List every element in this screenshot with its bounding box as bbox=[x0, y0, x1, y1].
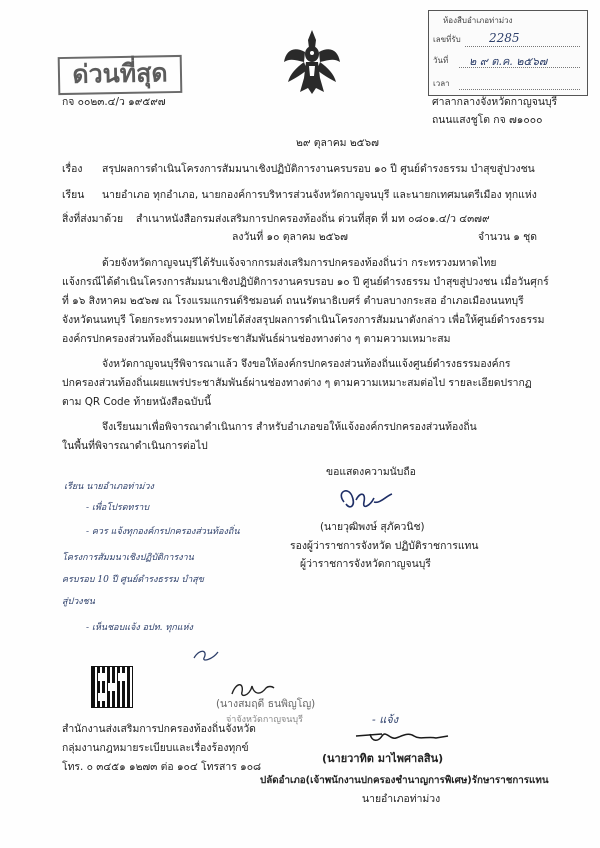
urgency-stamp: ด่วนที่สุด bbox=[58, 55, 183, 95]
district-officer-position-1: ปลัดอำเภอ(เจ้าพนักงานปกครองชำนาญการพิเศษ)รักษาราชการแทน bbox=[260, 775, 549, 786]
district-officer-position-2: นายอำเภอท่าม่วง bbox=[362, 793, 441, 805]
paragraph-line: จังหวัดกาญจนบุรีพิจารณาแล้ว จึงขอให้องค์กรปกครองส่วนท้องถิ่นแจ้งศูนย์ดำรงธรรมองค์กร bbox=[102, 358, 511, 370]
paragraph-line: ด้วยจังหวัดกาญจนบุรีได้รับแจ้งจากกรมส่งเสริมการปกครองท้องถิ่นว่า กระทรวงมหาดไทย bbox=[102, 257, 497, 269]
handnote-line: - เห็นชอบแจ้ง อปท. ทุกแห่ง bbox=[86, 623, 193, 633]
receipt-office: ห้องสืบอำเภอท่าม่วง bbox=[443, 16, 513, 25]
paragraph-line: ที่ ๑๖ สิงหาคม ๒๕๖๗ ณ โรงแรมแกรนด์ริชมอนด์ ถนนรัตนาธิเบศร์ ตำบลบางกระสอ อำเภอเมืองนนทบุรี bbox=[62, 295, 524, 307]
document-number: กจ ๐๐๒๓.๔/ว ๑๙๕๙๗ bbox=[62, 96, 166, 108]
footer-office: สำนักงานส่งเสริมการปกครองท้องถิ่นจังหวัด bbox=[62, 723, 256, 735]
garuda-emblem-icon bbox=[282, 28, 342, 96]
signer-position-1: รองผู้ว่าราชการจังหวัด ปฏิบัติราชการแทน bbox=[290, 540, 479, 552]
footer-group: กลุ่มงานกฎหมายระเบียบและเรื่องร้องทุกข์ bbox=[62, 742, 249, 754]
subject-text: สรุปผลการดำเนินโครงการสัมมนาเชิงปฏิบัติการงานครบรอบ ๑๐ ปี ศูนย์ดำรงธรรม บำสุขสู่ปวงชน bbox=[102, 163, 535, 175]
handnote-line: - เพื่อโปรดทราบ bbox=[86, 503, 150, 513]
subject-label: เรื่อง bbox=[62, 163, 83, 175]
signer-name: (นายวุฒิพงษ์ สุภัควนิช) bbox=[320, 521, 425, 533]
receipt-no: 2285 bbox=[489, 31, 520, 45]
reference-date: ลงวันที่ ๑๐ ตุลาคม ๒๕๖๗ bbox=[232, 231, 348, 243]
right-handnote: - แจ้ง bbox=[372, 713, 399, 726]
handnote-line: ครบรอบ 10 ปี ศูนย์ดำรงธรรม บำสุข bbox=[62, 575, 204, 585]
reference-label: สิ่งที่ส่งมาด้วย bbox=[62, 213, 124, 225]
receipt-date: ๒ ๙ ต.ค. ๒๕๖๗ bbox=[469, 55, 548, 68]
paragraph-line: แจ้งกรณีได้ดำเนินโครงการสัมมนาเชิงปฏิบัติการงานครบรอบ ๑๐ ปี ศูนย์ดำรงธรรม บำสุขสู่ปวงชน เมื่อวันศุกร์ bbox=[62, 276, 549, 288]
paragraph-line: จึงเรียนมาเพื่อพิจารณาดำเนินการ สำหรับอำเภอขอให้แจ้งองค์กรปกครองส่วนท้องถิ่น bbox=[102, 421, 477, 433]
reference-text: สำเนาหนังสือกรมส่งเสริมการปกครองท้องถิ่น ด่วนที่สุด ที่ มท ๐๘๐๑.๔/ว ๔๓๗๙ bbox=[136, 213, 490, 225]
district-officer-name: (นายวาทิต มาไพศาลสิน) bbox=[322, 752, 444, 765]
paragraph-line: จังหวัดนนทบุรี โดยกระทรวงมหาดไทยได้ส่งสรุปผลการดำเนินโครงการสัมมนาดังกล่าว เพื่อให้ศูนย์ดำรงธรรม bbox=[62, 314, 545, 326]
paragraph-line: ปกครองส่วนท้องถิ่นเผยแพร่ประชาสัมพันธ์ผ่านช่องทางต่าง ๆ ตามความเหมาะสมต่อไป รายละเอียดปรากฏ bbox=[62, 377, 532, 389]
receipt-no-label: เลขที่รับ bbox=[433, 35, 461, 44]
sender-office: ศาลากลางจังหวัดกาญจนบุรี bbox=[432, 96, 558, 108]
signer-position-2: ผู้ว่าราชการจังหวัดกาญจนบุรี bbox=[300, 558, 431, 570]
clerk-position: จ่าจังหวัดกาญจนบุรี bbox=[226, 715, 303, 725]
receipt-date-label: วันที่ bbox=[433, 56, 449, 65]
qr-code-icon bbox=[91, 666, 133, 708]
sender-address: ถนนแสงชูโต กจ ๗๑๐๐๐ bbox=[432, 114, 543, 126]
signature-governor bbox=[330, 482, 400, 516]
handnote-line: - ควร แจ้งทุกองค์กรปกครองส่วนท้องถิ่น bbox=[86, 527, 240, 537]
initials-handwritten bbox=[190, 644, 226, 666]
footer-telephone: โทร. ๐ ๓๔๕๑ ๑๒๗๓ ต่อ ๑๐๔ โทรสาร ๑๐๘ bbox=[62, 761, 262, 773]
receipt-stamp bbox=[428, 10, 588, 96]
closing-text: ขอแสดงความนับถือ bbox=[326, 466, 416, 478]
receipt-time-label: เวลา bbox=[433, 79, 450, 88]
clerk-name: (นางสมฤดี ธนพิญโญ) bbox=[216, 698, 316, 710]
handnote-line: เรียน นายอำเภอท่าม่วง bbox=[64, 482, 154, 492]
handnote-line: สู่ปวงชน bbox=[62, 597, 95, 607]
reference-count: จำนวน ๑ ชุด bbox=[478, 231, 537, 243]
salutation-label: เรียน bbox=[62, 189, 85, 201]
paragraph-line: องค์กรปกครองส่วนท้องถิ่นเผยแพร่ประชาสัมพันธ์ผ่านช่องทางต่าง ๆ ตามความเหมาะสม bbox=[62, 333, 451, 345]
signature-clerk bbox=[226, 678, 276, 700]
paragraph-line: ตาม QR Code ท้ายหนังสือฉบับนี้ bbox=[62, 396, 212, 408]
handnote-line: โครงการสัมมนาเชิงปฏิบัติการงาน bbox=[62, 553, 194, 563]
salutation-text: นายอำเภอ ทุกอำเภอ, นายกองค์การบริหารส่วนจังหวัดกาญจนบุรี และนายกเทศมนตรีเมือง ทุกแห่ง bbox=[102, 189, 537, 201]
signature-district-officer bbox=[352, 724, 452, 746]
letter-date: ๒๙ ตุลาคม ๒๕๖๗ bbox=[296, 137, 379, 149]
paragraph-line: ในพื้นที่พิจารณาดำเนินการต่อไป bbox=[62, 440, 208, 452]
